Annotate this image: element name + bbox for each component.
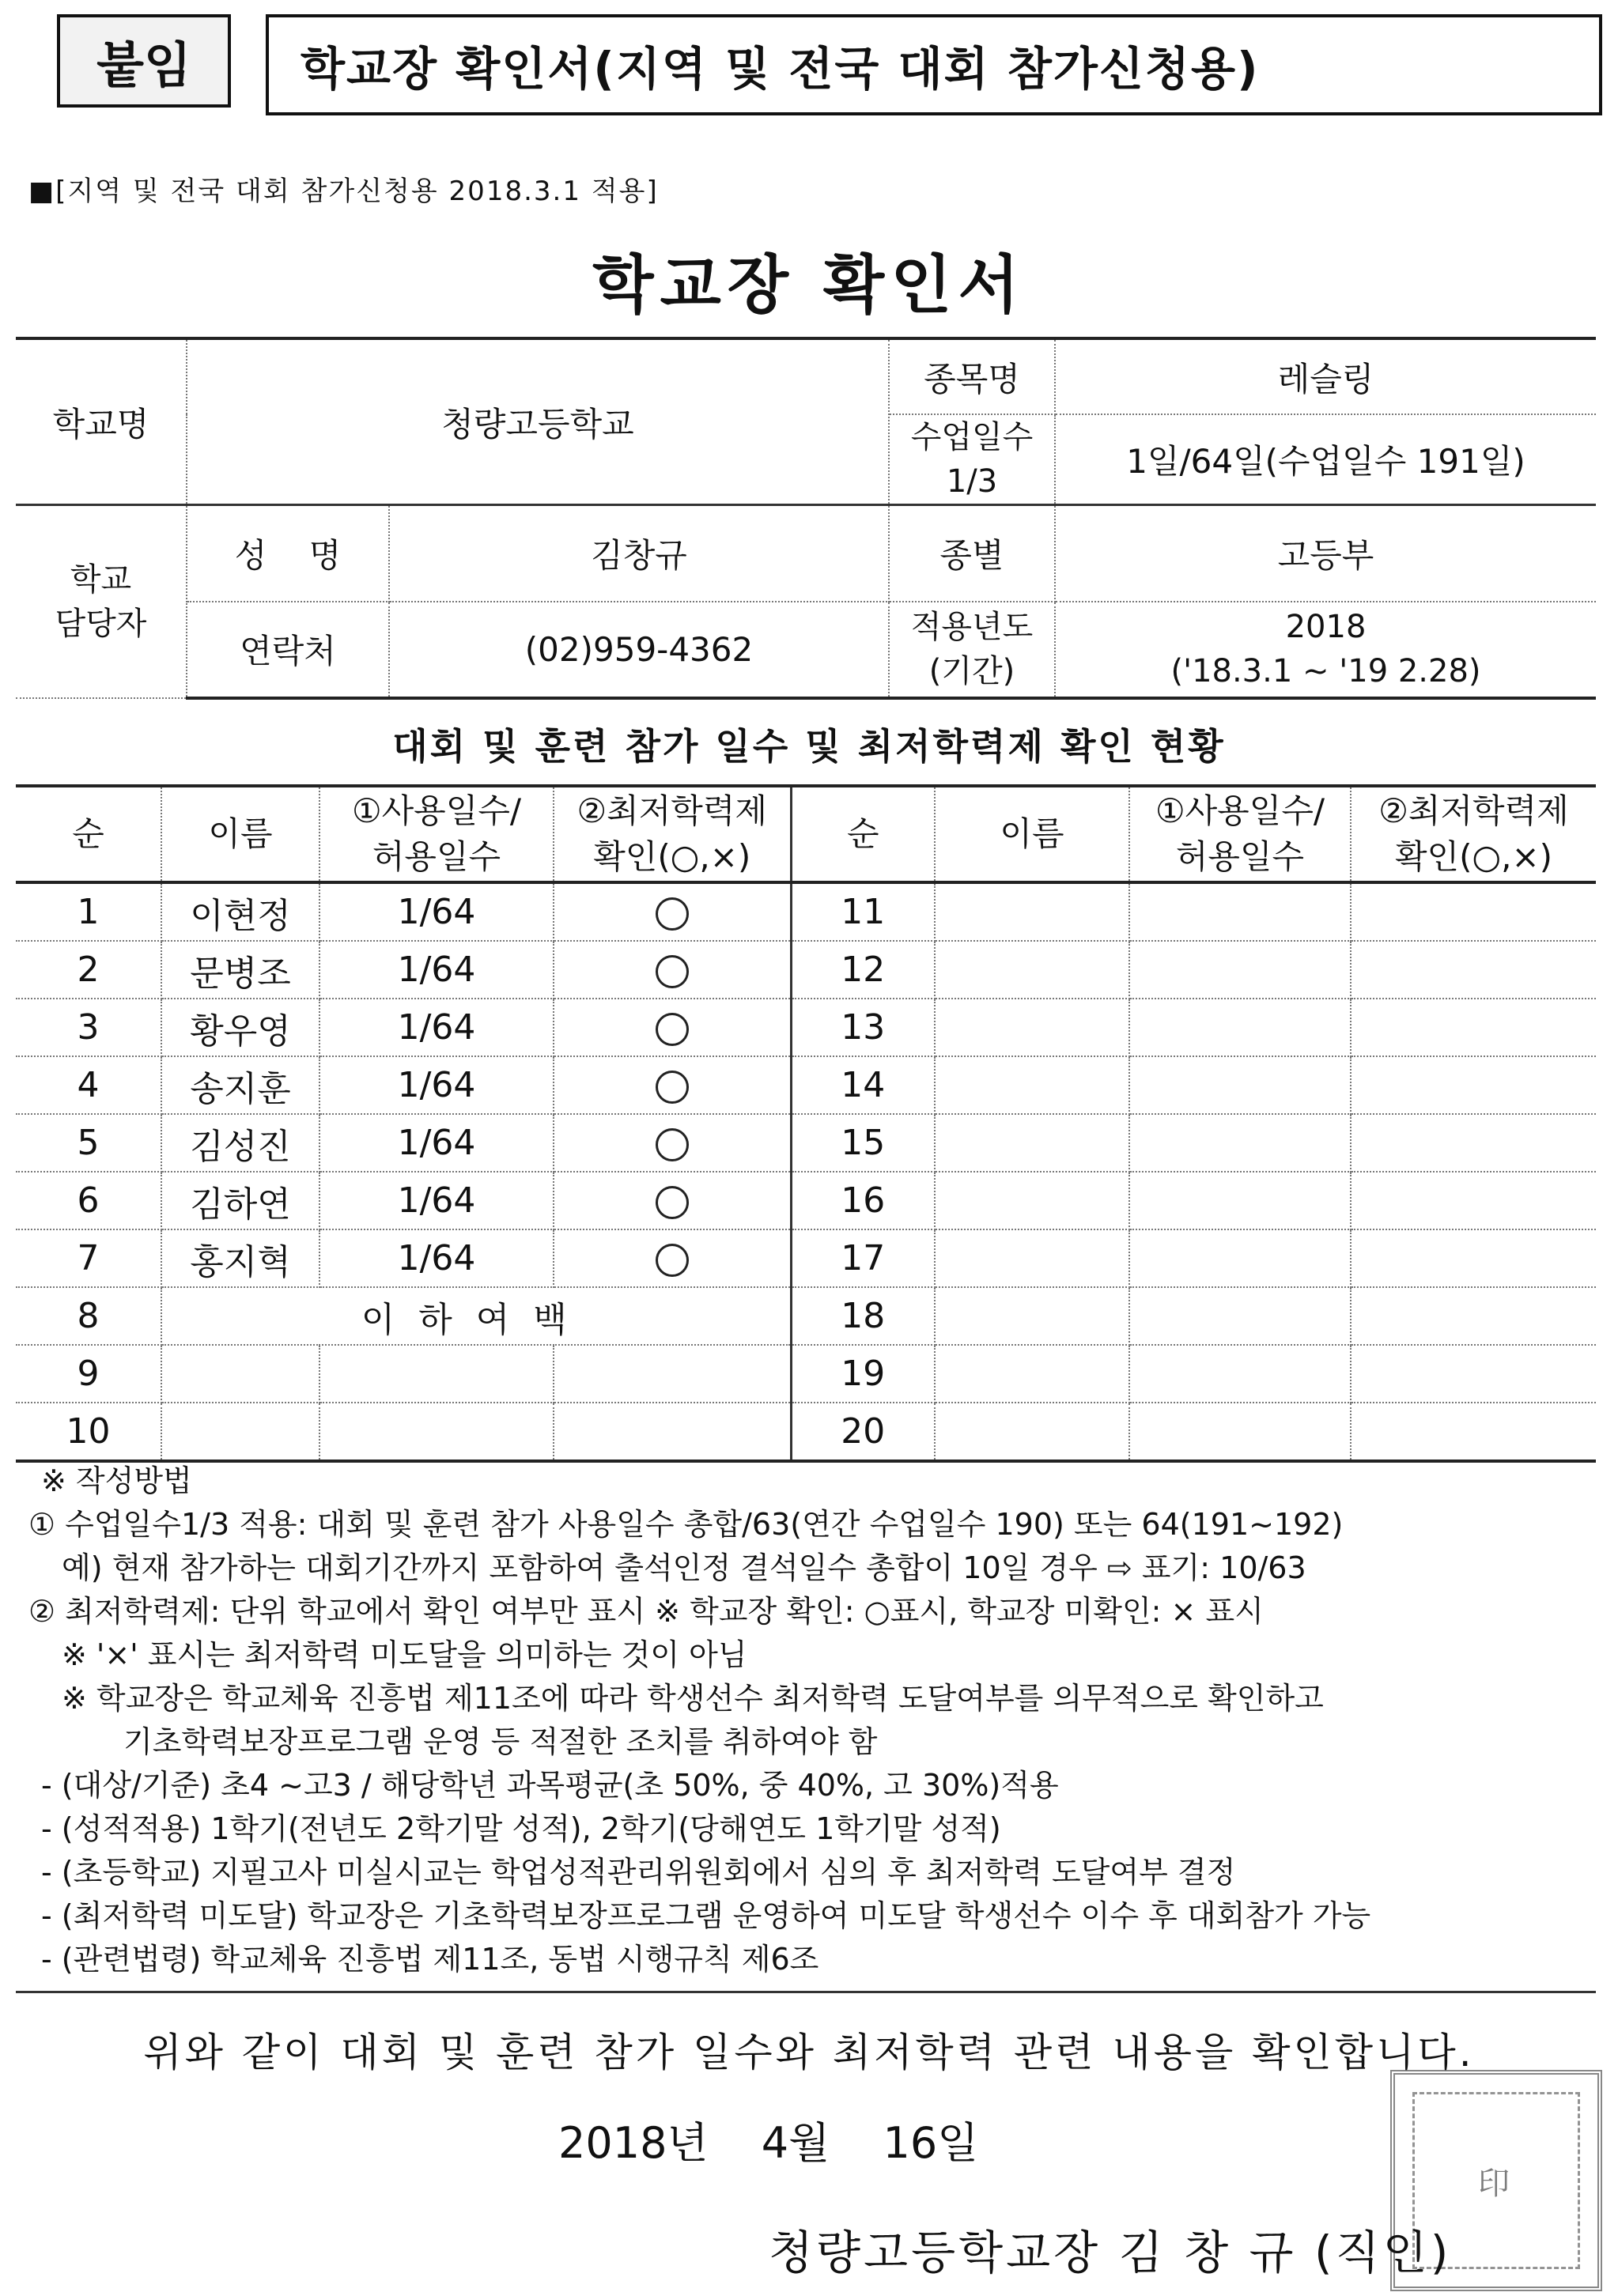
- athlete-name: [935, 941, 1129, 999]
- row-number: 18: [791, 1287, 935, 1345]
- date-year: 2018년: [558, 2118, 709, 2168]
- apply-year-label: 적용년도 (기간): [889, 602, 1055, 698]
- check-circle-icon: [656, 1013, 689, 1046]
- note-line: ② 최저학력제: 단위 학교에서 확인 여부만 표시 ※ 학교장 확인: ○표시, 학교장 미확인: × 표시: [28, 1594, 1264, 1629]
- used-days: [1129, 1345, 1351, 1403]
- school-name-label: 학교명: [16, 338, 187, 505]
- used-days: [1129, 882, 1351, 941]
- table-row: [16, 1114, 1596, 1172]
- check-circle-icon: [656, 955, 689, 988]
- event-value: 레슬링: [1055, 338, 1596, 414]
- academic-check: [1351, 1229, 1596, 1287]
- roster-table: [16, 784, 1596, 1463]
- athlete-name: 김성진: [161, 1114, 319, 1172]
- row-number: 19: [791, 1345, 935, 1403]
- academic-check: [1351, 1345, 1596, 1403]
- used-days: 1/64: [319, 1229, 554, 1287]
- academic-check: [1351, 1056, 1596, 1114]
- note-line: - (최저학력 미도달) 학교장은 기초학력보장프로그램 운영하여 미도달 학생선수 이수 후 대회참가 가능: [41, 1898, 1371, 1933]
- official-seal-stamp: 印: [1390, 2070, 1602, 2291]
- row-number: 9: [16, 1345, 161, 1403]
- academic-check: [1351, 1114, 1596, 1172]
- section-title: 대회 및 훈련 참가 일수 및 최저학력제 확인 현황: [392, 725, 1226, 768]
- row-number: 6: [16, 1172, 161, 1229]
- note-line: - (초등학교) 지필고사 미실시교는 학업성적관리위원회에서 심의 후 최저학력 도달여부 결정: [41, 1855, 1236, 1890]
- issue-date: [558, 2109, 978, 2170]
- athlete-name: [935, 1056, 1129, 1114]
- name-value: 김창규: [389, 505, 889, 602]
- row-number: 11: [791, 882, 935, 941]
- table-row: [16, 882, 1596, 941]
- confirmation-statement: 위와 같이 대회 및 훈련 참가 일수와 최저학력 관련 내용을 확인합니다.: [143, 2030, 1475, 2075]
- row-number: 15: [791, 1114, 935, 1172]
- used-days: [319, 1403, 554, 1461]
- used-days: [1129, 999, 1351, 1056]
- table-row: [16, 1345, 1596, 1403]
- used-days: 1/64: [319, 1114, 554, 1172]
- name-label: 성 명: [187, 505, 389, 602]
- row-number: 7: [16, 1229, 161, 1287]
- application-note: ■[지역 및 전국 대회 참가신청용 2018.3.1 적용]: [28, 176, 659, 207]
- blank-remainder-note: 이하여백: [161, 1287, 791, 1345]
- athlete-name: [935, 1229, 1129, 1287]
- apply-year-value: 2018 ('18.3.1 ~ '19 2.28): [1055, 602, 1596, 698]
- athlete-name: 김하연: [161, 1172, 319, 1229]
- used-days: 1/64: [319, 1172, 554, 1229]
- row-number: 12: [791, 941, 935, 999]
- row-number: 14: [791, 1056, 935, 1114]
- header-days: ①사용일수/ 허용일수: [319, 786, 554, 882]
- used-days: [1129, 1287, 1351, 1345]
- academic-check: [554, 941, 791, 999]
- athlete-name: [161, 1403, 319, 1461]
- school-name-value: 청량고등학교: [187, 338, 889, 505]
- table-row: [16, 1229, 1596, 1287]
- attachment-tag: 붙임: [57, 14, 231, 108]
- row-number: 17: [791, 1229, 935, 1287]
- note-line: - (관련법령) 학교체육 진흥법 제11조, 동법 시행규칙 제6조: [41, 1942, 819, 1977]
- table-row: [16, 1287, 1596, 1345]
- row-number: 10: [16, 1403, 161, 1461]
- phone-label: 연락처: [187, 602, 389, 698]
- check-circle-icon: [656, 1244, 689, 1277]
- header-no: 순: [16, 786, 161, 882]
- academic-check: [554, 1403, 791, 1461]
- used-days: 1/64: [319, 882, 554, 941]
- date-month: 4월: [761, 2118, 830, 2168]
- used-days: 1/64: [319, 941, 554, 999]
- row-number: 8: [16, 1287, 161, 1345]
- contact-person-label: 학교 담당자: [16, 505, 187, 698]
- athlete-name: 황우영: [161, 999, 319, 1056]
- row-number: 5: [16, 1114, 161, 1172]
- used-days: [1129, 1172, 1351, 1229]
- row-number: 1: [16, 882, 161, 941]
- row-number: 16: [791, 1172, 935, 1229]
- academic-check: [1351, 999, 1596, 1056]
- used-days: [1129, 941, 1351, 999]
- notes-heading: ※ 작성방법: [41, 1463, 192, 1498]
- header-no-right: 순: [791, 786, 935, 882]
- academic-check: [554, 1345, 791, 1403]
- event-label: 종목명: [889, 338, 1055, 414]
- athlete-name: [935, 1172, 1129, 1229]
- page-title: 학교장 확인서: [592, 248, 1026, 322]
- note-line: - (대상/기준) 초4 ~고3 / 해당학년 과목평균(초 50%, 중 40%, 고 30%)적용: [41, 1768, 1059, 1803]
- note-line: ※ '×' 표시는 최저학력 미도달을 의미하는 것이 아님: [62, 1637, 747, 1672]
- phone-value: (02)959-4362: [389, 602, 889, 698]
- check-circle-icon: [656, 1186, 689, 1219]
- used-days: 1/64: [319, 999, 554, 1056]
- note-line: ※ 학교장은 학교체육 진흥법 제11조에 따라 학생선수 최저학력 도달여부를 의무적으로 확인하고: [62, 1681, 1324, 1716]
- row-number: 4: [16, 1056, 161, 1114]
- category-label: 종별: [889, 505, 1055, 602]
- athlete-name: [935, 1403, 1129, 1461]
- athlete-name: [935, 1287, 1129, 1345]
- divider: [16, 1991, 1596, 1993]
- used-days: 1/64: [319, 1056, 554, 1114]
- table-row: [16, 941, 1596, 999]
- header-min-academic-right: ②최저학력제 확인(○,×): [1351, 786, 1596, 882]
- academic-check: [1351, 1172, 1596, 1229]
- row-number: 20: [791, 1403, 935, 1461]
- school-info-table: [16, 337, 1596, 700]
- academic-check: [554, 999, 791, 1056]
- academic-check: [1351, 941, 1596, 999]
- academic-check: [554, 1114, 791, 1172]
- athlete-name: [935, 1114, 1129, 1172]
- row-number: 2: [16, 941, 161, 999]
- class-days-label: 수업일수 1/3: [889, 414, 1055, 505]
- table-row: [16, 999, 1596, 1056]
- athlete-name: [935, 1345, 1129, 1403]
- principal-signature: 청량고등학교장 김 창 규 (직인): [769, 2226, 1452, 2279]
- header-name: 이름: [161, 786, 319, 882]
- category-value: 고등부: [1055, 505, 1596, 602]
- academic-check: [554, 1056, 791, 1114]
- athlete-name: [161, 1345, 319, 1403]
- athlete-name: 문병조: [161, 941, 319, 999]
- academic-check: [554, 1172, 791, 1229]
- note-line: ① 수업일수1/3 적용: 대회 및 훈련 참가 사용일수 총합/63(연간 수업일수 190) 또는 64(191~192): [28, 1507, 1344, 1542]
- document-header-title: 학교장 확인서(지역 및 전국 대회 참가신청용): [266, 14, 1602, 115]
- date-day: 16일: [883, 2118, 979, 2168]
- note-line: 예) 현재 참가하는 대회기간까지 포함하여 출석인정 결석일수 총합이 10일 경우 ⇨ 표기: 10/63: [62, 1550, 1306, 1585]
- header-name-right: 이름: [935, 786, 1129, 882]
- academic-check: [1351, 1287, 1596, 1345]
- header-days-right: ①사용일수/ 허용일수: [1129, 786, 1351, 882]
- used-days: [319, 1345, 554, 1403]
- academic-check: [554, 1229, 791, 1287]
- academic-check: [1351, 1403, 1596, 1461]
- roster-header-row: [16, 786, 1596, 882]
- note-line: - (성적적용) 1학기(전년도 2학기말 성적), 2학기(당해연도 1학기말 성적): [41, 1811, 1001, 1846]
- class-days-value: 1일/64일(수업일수 191일): [1055, 414, 1596, 505]
- athlete-name: 송지훈: [161, 1056, 319, 1114]
- used-days: [1129, 1114, 1351, 1172]
- check-circle-icon: [656, 1071, 689, 1104]
- row-number: 13: [791, 999, 935, 1056]
- academic-check: [554, 882, 791, 941]
- used-days: [1129, 1056, 1351, 1114]
- table-row: [16, 1403, 1596, 1461]
- table-row: [16, 1056, 1596, 1114]
- header-min-academic: ②최저학력제 확인(○,×): [554, 786, 791, 882]
- table-row: [16, 1172, 1596, 1229]
- instructions: [28, 1460, 1602, 1981]
- athlete-name: 이현정: [161, 882, 319, 941]
- note-line: 기초학력보장프로그램 운영 등 적절한 조치를 취하여야 함: [123, 1724, 878, 1759]
- athlete-name: [935, 999, 1129, 1056]
- athlete-name: 홍지혁: [161, 1229, 319, 1287]
- check-circle-icon: [656, 1128, 689, 1161]
- athlete-name: [935, 882, 1129, 941]
- used-days: [1129, 1229, 1351, 1287]
- academic-check: [1351, 882, 1596, 941]
- check-circle-icon: [656, 897, 689, 931]
- used-days: [1129, 1403, 1351, 1461]
- row-number: 3: [16, 999, 161, 1056]
